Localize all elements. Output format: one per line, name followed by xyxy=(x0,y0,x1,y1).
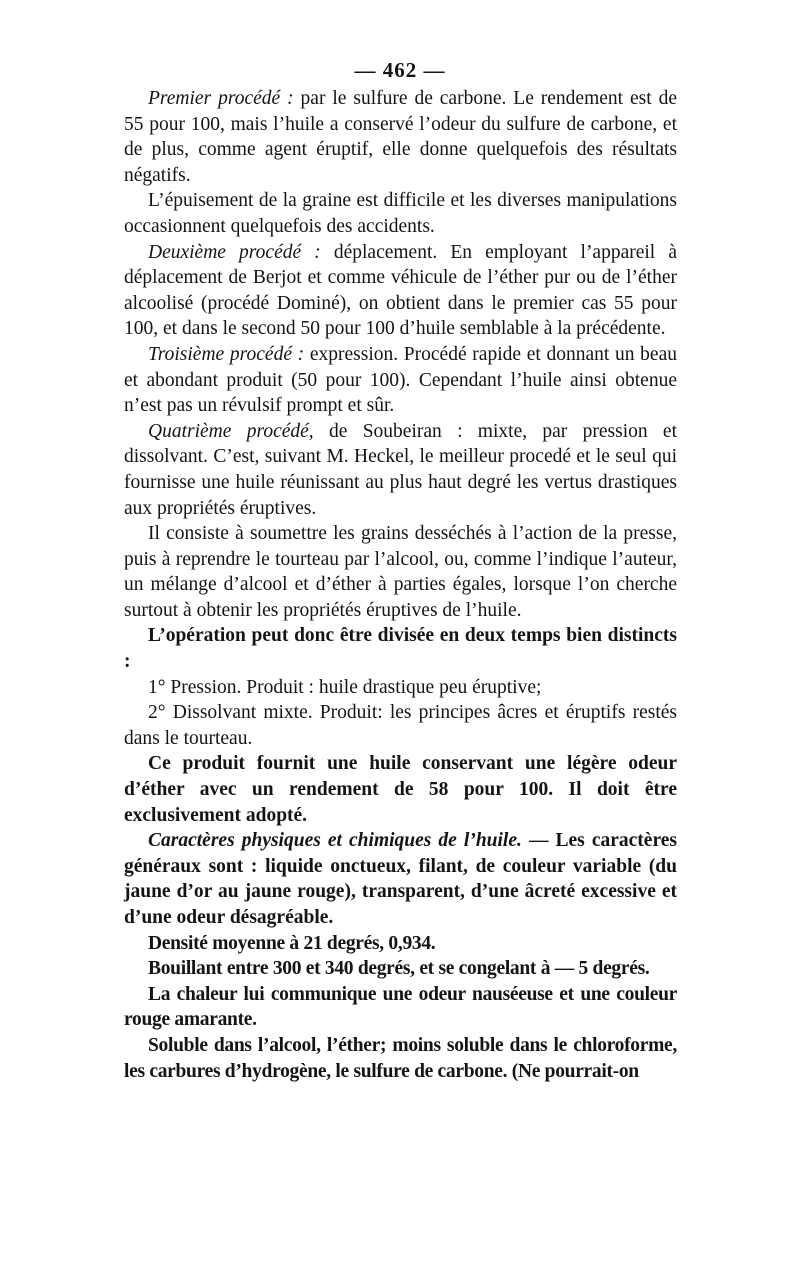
paragraph-text: Ce produit fournit une huile conservant une légère odeur d’éther avec un rendement de 58 pour 100. Il doit être exclusivement adopté. xyxy=(124,753,677,826)
paragraph-lead: Troisième procédé : xyxy=(148,343,305,365)
paragraph-lead: Premier procédé : xyxy=(148,88,294,109)
paragraph-epuisement xyxy=(124,188,677,239)
paragraph-text: déplacement. En employant l’appareil à déplacement de Berjot et comme véhicule de l’éther pur ou de l’éther alcoolisé (procédé Dominé), on obtient dans le premier cas 55 pour 100, et dans le second 50 pour 100 d’huile semblable à la précédente. xyxy=(124,241,677,340)
paragraph-pression xyxy=(124,675,677,701)
paragraph-lead: Deuxième procédé : xyxy=(148,241,321,263)
paragraph-quatrieme-procede xyxy=(124,419,677,521)
paragraph-text: — Les caractères généraux sont : liquide onctueux, filant, de couleur variable (du jaune d’or au jaune rouge), transparent, d’une âcreté excessive et d’une odeur désagréable. xyxy=(124,830,677,928)
paragraph-chaleur xyxy=(124,982,677,1033)
paragraph-lead: Caractères physiques et chimiques de l’huile. xyxy=(148,830,522,852)
paragraph-text: par le sulfure de carbone. Le rendement est de 55 pour 100, mais l’huile a conservé l’odeur du sulfure de carbone, et de plus, comme agent éruptif, elle donne quelquefois des résultats négatifs. xyxy=(124,88,677,186)
paragraph-text: expression. Procédé rapide et donnant un beau et abondant produit (50 pour 100). Cependant l’huile ainsi obtenue n’est pas un révulsif prompt et sûr. xyxy=(124,343,677,417)
paragraph-text: Il consiste à soumettre les grains desséchés à l’action de la presse, puis à reprendre le tourteau par l’alcool, ou, comme l’indique l’auteur, un mélange d’alcool et d’éther à parties égales, lorsque l’on cherche surtout à obtenir les propriétés éruptives de l’huile. xyxy=(124,523,677,621)
paragraph-operation xyxy=(124,623,677,674)
body-text xyxy=(124,86,677,1084)
paragraph-text: 1° Pression. Produit : huile drastique peu éruptive; xyxy=(148,676,542,698)
paragraph-caracteres xyxy=(124,828,677,930)
page-number: — 462 — xyxy=(354,58,446,82)
paragraph-premier-procede xyxy=(124,86,677,188)
paragraph-ce-produit xyxy=(124,751,677,828)
paragraph-text: La chaleur lui communique une odeur nauséeuse et une couleur rouge amarante. xyxy=(124,983,677,1031)
paragraph-text: de Soubeiran : mixte, par pression et dissolvant. C’est, suivant M. Heckel, le meilleur procedé et le seul qui fournisse une huile réunissant au plus haut degré les vertus drastiques aux propriétés éruptives. xyxy=(124,420,677,519)
paragraph-lead: Quatrième procédé, xyxy=(148,420,314,442)
paragraph-text: Bouillant entre 300 et 340 degrés, et se congelant à — 5 degrés. xyxy=(148,958,650,980)
paragraph-text: 2° Dissolvant mixte. Produit: les principes âcres et éruptifs restés dans le tourteau. xyxy=(124,702,677,749)
paragraph-densite xyxy=(124,931,677,957)
paragraph-il-consiste xyxy=(124,521,677,623)
paragraph-text: L’opération peut donc être divisée en deux temps bien distincts : xyxy=(124,625,677,673)
paragraph-text: Soluble dans l’alcool, l’éther; moins soluble dans le chloroforme, les carbures d’hydrogène, le sulfure de carbone. (Ne pourrait-on xyxy=(124,1034,677,1082)
paragraph-text: L’épuisement de la graine est difficile et les diverses manipulations occasionnent quelquefois des accidents. xyxy=(124,190,677,237)
paragraph-text: Densité moyenne à 21 degrés, 0,934. xyxy=(148,932,436,954)
paragraph-deuxieme-procede xyxy=(124,240,677,342)
paragraph-soluble xyxy=(124,1033,677,1084)
paragraph-troisieme-procede xyxy=(124,342,677,419)
paragraph-bouillant xyxy=(124,956,677,982)
paragraph-dissolvant-mixte xyxy=(124,700,677,751)
